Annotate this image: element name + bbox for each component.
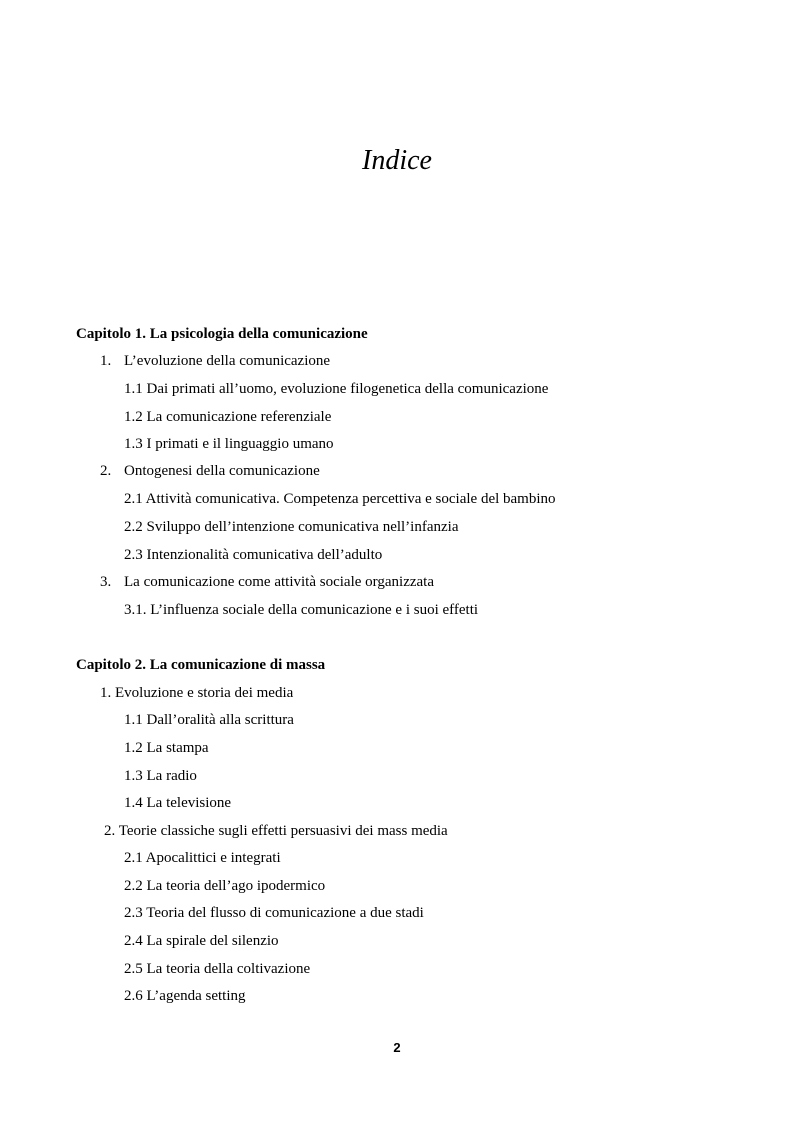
toc-subsection: 2.4 La spirale del silenzio: [124, 933, 279, 949]
toc-section: [100, 461, 320, 481]
section-label: La comunicazione come attività sociale organizzata: [124, 574, 434, 590]
toc-subsection: 1.4 La televisione: [124, 795, 232, 811]
toc-subsection: 2.1 Apocalittici e integrati: [124, 850, 281, 866]
page-number: 2: [393, 1040, 401, 1055]
toc-subsection: 3.1. L’influenza sociale della comunicazione e i suoi effetti: [124, 602, 479, 618]
toc-section: [100, 351, 330, 371]
toc-subsection: 1.2 La comunicazione referenziale: [124, 409, 332, 425]
chapter-heading: Capitolo 2. La comunicazione di massa: [76, 657, 326, 673]
toc-section: [100, 572, 434, 592]
toc-subsection: 1.3 La radio: [124, 768, 197, 784]
section-number: 3.: [100, 574, 112, 590]
toc-subsection: 1.3 I primati e il linguaggio umano: [124, 436, 334, 452]
toc-subsection: 2.2 Sviluppo dell’intenzione comunicativa nell’infanzia: [124, 519, 459, 535]
section-label: Ontogenesi della comunicazione: [124, 463, 320, 479]
toc-subsection: 1.1 Dall’oralità alla scrittura: [124, 712, 294, 728]
section-label: L’evoluzione della comunicazione: [124, 353, 331, 369]
toc-subsection: 2.2 La teoria dell’ago ipodermico: [124, 878, 326, 894]
toc-section: 1. Evoluzione e storia dei media: [100, 685, 294, 701]
section-number: 2.: [100, 463, 112, 479]
page-title: Indice: [362, 145, 432, 176]
toc-subsection: 2.5 La teoria della coltivazione: [124, 961, 311, 977]
toc-subsection: 2.3 Teoria del flusso di comunicazione a due stadi: [124, 905, 424, 921]
toc-subsection: 2.6 L’agenda setting: [124, 988, 246, 1004]
toc-subsection: 1.1 Dai primati all’uomo, evoluzione filogenetica della comunicazione: [124, 381, 549, 397]
toc-subsection: 2.3 Intenzionalità comunicativa dell’adulto: [124, 547, 383, 563]
section-number: 1.: [100, 353, 112, 369]
toc-subsection: 2.1 Attività comunicativa. Competenza percettiva e sociale del bambino: [124, 491, 556, 507]
toc-section: 2. Teorie classiche sugli effetti persuasivi dei mass media: [104, 823, 448, 839]
chapter-heading: Capitolo 1. La psicologia della comunicazione: [76, 326, 368, 342]
toc-subsection: 1.2 La stampa: [124, 740, 209, 756]
